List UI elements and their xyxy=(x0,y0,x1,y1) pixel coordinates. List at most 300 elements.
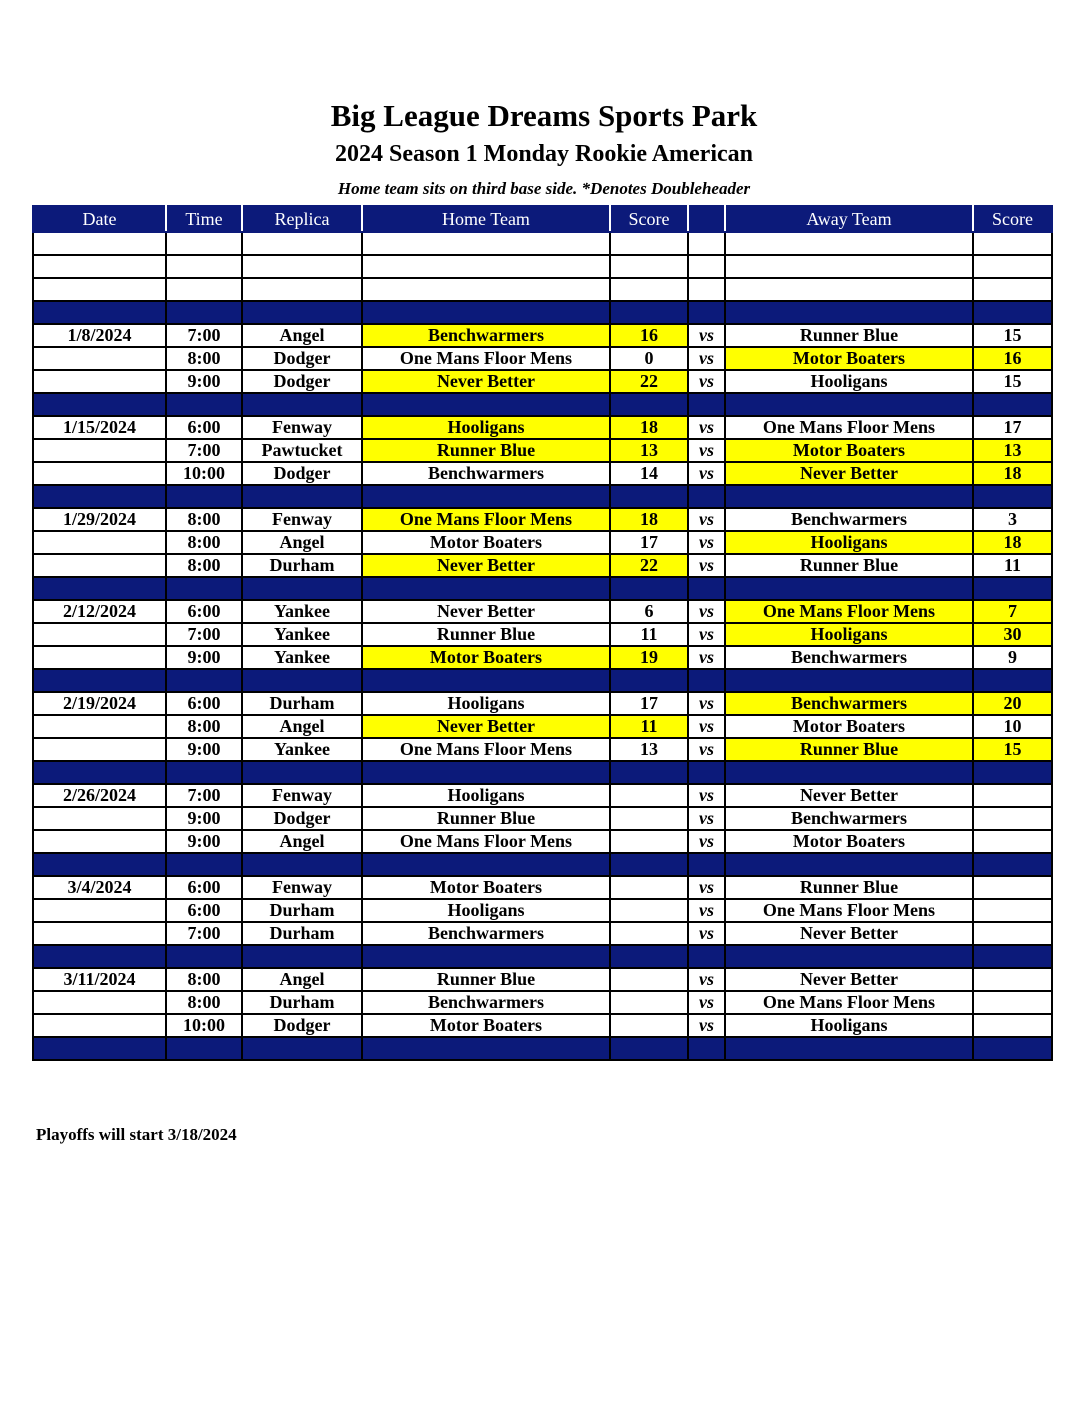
home-score: 17 xyxy=(610,692,688,715)
game-time: 8:00 xyxy=(166,991,242,1014)
home-team: Never Better xyxy=(362,370,610,393)
away-team: Motor Boaters xyxy=(725,830,973,853)
game-field: Dodger xyxy=(242,807,362,830)
vs-label: vs xyxy=(688,715,725,738)
away-team: Runner Blue xyxy=(725,554,973,577)
game-time: 8:00 xyxy=(166,347,242,370)
table-header-row xyxy=(33,206,1052,232)
blank-cell xyxy=(166,1037,242,1060)
vs-label: vs xyxy=(688,899,725,922)
game-date xyxy=(33,1014,166,1037)
blank-cell xyxy=(688,255,725,278)
vs-label: vs xyxy=(688,508,725,531)
away-score: 10 xyxy=(973,715,1052,738)
blank-cell xyxy=(610,393,688,416)
vs-label: vs xyxy=(688,324,725,347)
game-date xyxy=(33,899,166,922)
game-date: 2/26/2024 xyxy=(33,784,166,807)
table-row xyxy=(33,508,1052,531)
table-row xyxy=(33,462,1052,485)
away-score: 9 xyxy=(973,646,1052,669)
blank-cell xyxy=(610,669,688,692)
blank-cell xyxy=(725,278,973,301)
vs-label: vs xyxy=(688,646,725,669)
blank-cell xyxy=(166,255,242,278)
blank-cell xyxy=(242,301,362,324)
game-field: Durham xyxy=(242,922,362,945)
away-team: Runner Blue xyxy=(725,324,973,347)
away-score: 15 xyxy=(973,324,1052,347)
game-time: 9:00 xyxy=(166,807,242,830)
home-score xyxy=(610,899,688,922)
game-field: Fenway xyxy=(242,876,362,899)
away-score: 15 xyxy=(973,738,1052,761)
game-field: Yankee xyxy=(242,600,362,623)
home-score xyxy=(610,991,688,1014)
game-time: 7:00 xyxy=(166,623,242,646)
away-score xyxy=(973,968,1052,991)
game-time: 6:00 xyxy=(166,600,242,623)
game-field: Durham xyxy=(242,899,362,922)
blank-cell xyxy=(33,232,166,255)
blank-cell xyxy=(33,761,166,784)
game-date xyxy=(33,738,166,761)
blank-cell xyxy=(166,301,242,324)
away-team: Hooligans xyxy=(725,1014,973,1037)
away-score xyxy=(973,1014,1052,1037)
header-replica: Replica xyxy=(242,206,362,232)
game-field: Durham xyxy=(242,554,362,577)
blank-cell xyxy=(242,232,362,255)
blank-cell xyxy=(242,485,362,508)
game-field: Durham xyxy=(242,692,362,715)
away-team: Hooligans xyxy=(725,370,973,393)
blank-cell xyxy=(166,761,242,784)
game-time: 8:00 xyxy=(166,715,242,738)
table-row xyxy=(33,784,1052,807)
game-time: 9:00 xyxy=(166,830,242,853)
blank-cell xyxy=(688,393,725,416)
away-team: Never Better xyxy=(725,922,973,945)
vs-label: vs xyxy=(688,554,725,577)
home-score xyxy=(610,922,688,945)
home-team: Hooligans xyxy=(362,416,610,439)
home-score: 11 xyxy=(610,715,688,738)
home-team: Motor Boaters xyxy=(362,646,610,669)
blank-cell xyxy=(33,255,166,278)
away-score: 30 xyxy=(973,623,1052,646)
blank-cell xyxy=(33,853,166,876)
blank-cell xyxy=(973,853,1052,876)
home-team: Hooligans xyxy=(362,784,610,807)
blank-cell xyxy=(973,232,1052,255)
home-team: Runner Blue xyxy=(362,968,610,991)
game-time: 6:00 xyxy=(166,899,242,922)
game-date xyxy=(33,347,166,370)
vs-label: vs xyxy=(688,439,725,462)
vs-label: vs xyxy=(688,623,725,646)
table-row xyxy=(33,968,1052,991)
blank-cell xyxy=(688,761,725,784)
header-home-team: Home Team xyxy=(362,206,610,232)
away-score xyxy=(973,876,1052,899)
away-team: Hooligans xyxy=(725,531,973,554)
table-row xyxy=(33,692,1052,715)
blank-cell xyxy=(242,577,362,600)
vs-label: vs xyxy=(688,830,725,853)
blank-cell xyxy=(973,393,1052,416)
blank-cell xyxy=(33,278,166,301)
game-field: Fenway xyxy=(242,416,362,439)
vs-label: vs xyxy=(688,416,725,439)
away-team: Benchwarmers xyxy=(725,508,973,531)
vs-label: vs xyxy=(688,600,725,623)
blank-cell xyxy=(973,1037,1052,1060)
home-team: Never Better xyxy=(362,554,610,577)
home-score: 0 xyxy=(610,347,688,370)
header-away-score: Score xyxy=(973,206,1052,232)
blank-cell xyxy=(242,669,362,692)
blank-cell xyxy=(242,393,362,416)
vs-label: vs xyxy=(688,991,725,1014)
blank-cell xyxy=(725,393,973,416)
blank-cell xyxy=(33,669,166,692)
blank-cell xyxy=(688,853,725,876)
home-team: Benchwarmers xyxy=(362,922,610,945)
blank-cell xyxy=(973,945,1052,968)
home-score: 11 xyxy=(610,623,688,646)
away-team: Never Better xyxy=(725,968,973,991)
game-field: Dodger xyxy=(242,462,362,485)
away-score: 11 xyxy=(973,554,1052,577)
vs-label: vs xyxy=(688,370,725,393)
game-field: Pawtucket xyxy=(242,439,362,462)
game-time: 8:00 xyxy=(166,968,242,991)
home-team: Motor Boaters xyxy=(362,531,610,554)
table-row xyxy=(33,646,1052,669)
blank-cell xyxy=(688,278,725,301)
blank-cell xyxy=(362,669,610,692)
blank-cell xyxy=(610,278,688,301)
blank-cell xyxy=(688,485,725,508)
home-score: 18 xyxy=(610,416,688,439)
game-time: 9:00 xyxy=(166,646,242,669)
blank-cell xyxy=(610,761,688,784)
away-team: Motor Boaters xyxy=(725,715,973,738)
home-team: Runner Blue xyxy=(362,807,610,830)
away-team: One Mans Floor Mens xyxy=(725,600,973,623)
away-score: 18 xyxy=(973,462,1052,485)
home-team: Runner Blue xyxy=(362,439,610,462)
blank-cell xyxy=(973,761,1052,784)
game-time: 8:00 xyxy=(166,531,242,554)
game-date xyxy=(33,991,166,1014)
home-score xyxy=(610,807,688,830)
vs-label: vs xyxy=(688,922,725,945)
blank-cell xyxy=(33,945,166,968)
home-team: One Mans Floor Mens xyxy=(362,738,610,761)
away-team: One Mans Floor Mens xyxy=(725,991,973,1014)
blank-cell xyxy=(688,1037,725,1060)
blank-cell xyxy=(166,232,242,255)
vs-label: vs xyxy=(688,347,725,370)
away-score: 15 xyxy=(973,370,1052,393)
game-time: 10:00 xyxy=(166,1014,242,1037)
away-score xyxy=(973,991,1052,1014)
home-team: Benchwarmers xyxy=(362,991,610,1014)
blank-cell xyxy=(725,232,973,255)
blank-cell xyxy=(610,232,688,255)
blank-row xyxy=(33,255,1052,278)
blank-cell xyxy=(973,485,1052,508)
game-time: 10:00 xyxy=(166,462,242,485)
blank-cell xyxy=(610,1037,688,1060)
vs-label: vs xyxy=(688,876,725,899)
home-score: 22 xyxy=(610,370,688,393)
table-row xyxy=(33,416,1052,439)
away-team: Runner Blue xyxy=(725,876,973,899)
table-row xyxy=(33,991,1052,1014)
table-row xyxy=(33,807,1052,830)
blank-cell xyxy=(362,278,610,301)
away-score: 20 xyxy=(973,692,1052,715)
table-row xyxy=(33,623,1052,646)
table-row xyxy=(33,738,1052,761)
game-date xyxy=(33,646,166,669)
blank-cell xyxy=(362,853,610,876)
vs-label: vs xyxy=(688,784,725,807)
blank-cell xyxy=(362,301,610,324)
blank-cell xyxy=(362,577,610,600)
blank-cell xyxy=(688,301,725,324)
separator-row xyxy=(33,945,1052,968)
table-row xyxy=(33,531,1052,554)
away-team: Hooligans xyxy=(725,623,973,646)
separator-row xyxy=(33,761,1052,784)
blank-cell xyxy=(610,945,688,968)
game-time: 7:00 xyxy=(166,784,242,807)
playoffs-note: Playoffs will start 3/18/2024 xyxy=(36,1125,237,1144)
home-score: 19 xyxy=(610,646,688,669)
away-score: 3 xyxy=(973,508,1052,531)
game-date xyxy=(33,531,166,554)
blank-cell xyxy=(362,485,610,508)
blank-cell xyxy=(242,255,362,278)
game-time: 6:00 xyxy=(166,692,242,715)
home-score: 6 xyxy=(610,600,688,623)
home-score: 14 xyxy=(610,462,688,485)
blank-cell xyxy=(688,945,725,968)
home-team: Benchwarmers xyxy=(362,462,610,485)
header-time: Time xyxy=(166,206,242,232)
home-score: 16 xyxy=(610,324,688,347)
blank-cell xyxy=(688,669,725,692)
table-row xyxy=(33,600,1052,623)
game-date xyxy=(33,370,166,393)
blank-cell xyxy=(242,1037,362,1060)
away-score xyxy=(973,830,1052,853)
game-field: Angel xyxy=(242,324,362,347)
home-score xyxy=(610,968,688,991)
table-row xyxy=(33,370,1052,393)
blank-cell xyxy=(973,301,1052,324)
blank-cell xyxy=(725,1037,973,1060)
away-score: 13 xyxy=(973,439,1052,462)
game-time: 8:00 xyxy=(166,554,242,577)
blank-cell xyxy=(242,278,362,301)
vs-label: vs xyxy=(688,531,725,554)
blank-cell xyxy=(725,945,973,968)
blank-cell xyxy=(166,278,242,301)
blank-cell xyxy=(33,485,166,508)
game-date xyxy=(33,623,166,646)
blank-cell xyxy=(33,393,166,416)
vs-label: vs xyxy=(688,692,725,715)
away-team: Never Better xyxy=(725,462,973,485)
game-date xyxy=(33,715,166,738)
away-team: Motor Boaters xyxy=(725,347,973,370)
table-row xyxy=(33,715,1052,738)
separator-row xyxy=(33,485,1052,508)
game-date: 3/11/2024 xyxy=(33,968,166,991)
blank-cell xyxy=(242,853,362,876)
game-date xyxy=(33,830,166,853)
game-date: 2/12/2024 xyxy=(33,600,166,623)
home-score: 13 xyxy=(610,439,688,462)
header-away-team: Away Team xyxy=(725,206,973,232)
table-row xyxy=(33,830,1052,853)
game-date xyxy=(33,922,166,945)
game-time: 7:00 xyxy=(166,922,242,945)
blank-cell xyxy=(166,853,242,876)
game-field: Yankee xyxy=(242,623,362,646)
blank-cell xyxy=(166,669,242,692)
header-date: Date xyxy=(33,206,166,232)
game-field: Durham xyxy=(242,991,362,1014)
away-team: Benchwarmers xyxy=(725,646,973,669)
blank-cell xyxy=(725,301,973,324)
home-team: Benchwarmers xyxy=(362,324,610,347)
game-date: 2/19/2024 xyxy=(33,692,166,715)
game-field: Fenway xyxy=(242,508,362,531)
away-score: 16 xyxy=(973,347,1052,370)
blank-cell xyxy=(166,485,242,508)
away-team: Benchwarmers xyxy=(725,692,973,715)
away-team: Never Better xyxy=(725,784,973,807)
game-field: Angel xyxy=(242,968,362,991)
away-score xyxy=(973,922,1052,945)
game-time: 8:00 xyxy=(166,508,242,531)
away-team: Runner Blue xyxy=(725,738,973,761)
game-time: 7:00 xyxy=(166,324,242,347)
blank-cell xyxy=(725,485,973,508)
game-date: 1/29/2024 xyxy=(33,508,166,531)
game-field: Dodger xyxy=(242,347,362,370)
home-team: Never Better xyxy=(362,600,610,623)
table-row xyxy=(33,922,1052,945)
blank-cell xyxy=(725,761,973,784)
away-team: One Mans Floor Mens xyxy=(725,899,973,922)
table-row xyxy=(33,439,1052,462)
vs-label: vs xyxy=(688,462,725,485)
vs-label: vs xyxy=(688,738,725,761)
table-row xyxy=(33,347,1052,370)
away-score: 7 xyxy=(973,600,1052,623)
game-date xyxy=(33,554,166,577)
blank-cell xyxy=(242,761,362,784)
table-row xyxy=(33,324,1052,347)
game-time: 6:00 xyxy=(166,416,242,439)
home-team: Hooligans xyxy=(362,692,610,715)
game-time: 9:00 xyxy=(166,370,242,393)
blank-cell xyxy=(725,577,973,600)
blank-cell xyxy=(973,577,1052,600)
blank-cell xyxy=(610,853,688,876)
blank-cell xyxy=(725,853,973,876)
blank-cell xyxy=(362,393,610,416)
away-score xyxy=(973,899,1052,922)
blank-cell xyxy=(166,945,242,968)
home-team: One Mans Floor Mens xyxy=(362,508,610,531)
home-score: 22 xyxy=(610,554,688,577)
blank-cell xyxy=(610,255,688,278)
home-team: Never Better xyxy=(362,715,610,738)
page-title: Big League Dreams Sports Park xyxy=(330,98,758,133)
home-score xyxy=(610,830,688,853)
home-team: Motor Boaters xyxy=(362,1014,610,1037)
separator-row xyxy=(33,1037,1052,1060)
home-team: Hooligans xyxy=(362,899,610,922)
game-field: Dodger xyxy=(242,1014,362,1037)
game-time: 6:00 xyxy=(166,876,242,899)
blank-cell xyxy=(610,485,688,508)
game-date: 1/15/2024 xyxy=(33,416,166,439)
blank-cell xyxy=(688,232,725,255)
blank-cell xyxy=(973,278,1052,301)
blank-cell xyxy=(362,232,610,255)
table-row xyxy=(33,876,1052,899)
blank-cell xyxy=(33,301,166,324)
blank-cell xyxy=(362,945,610,968)
blank-cell xyxy=(973,669,1052,692)
away-score xyxy=(973,807,1052,830)
blank-cell xyxy=(33,577,166,600)
blank-cell xyxy=(725,255,973,278)
table-row xyxy=(33,899,1052,922)
home-score xyxy=(610,784,688,807)
away-team: One Mans Floor Mens xyxy=(725,416,973,439)
game-date: 1/8/2024 xyxy=(33,324,166,347)
blank-cell xyxy=(610,577,688,600)
blank-cell xyxy=(33,1037,166,1060)
blank-cell xyxy=(242,945,362,968)
home-score xyxy=(610,1014,688,1037)
away-score: 17 xyxy=(973,416,1052,439)
separator-row xyxy=(33,577,1052,600)
schedule-note: Home team sits on third base side. *Denotes Doubleheader xyxy=(337,179,751,198)
home-score: 18 xyxy=(610,508,688,531)
game-time: 7:00 xyxy=(166,439,242,462)
game-date xyxy=(33,807,166,830)
game-field: Dodger xyxy=(242,370,362,393)
blank-cell xyxy=(362,255,610,278)
blank-row xyxy=(33,278,1052,301)
table-row xyxy=(33,554,1052,577)
blank-cell xyxy=(362,761,610,784)
home-team: One Mans Floor Mens xyxy=(362,830,610,853)
game-field: Angel xyxy=(242,830,362,853)
blank-cell xyxy=(688,577,725,600)
